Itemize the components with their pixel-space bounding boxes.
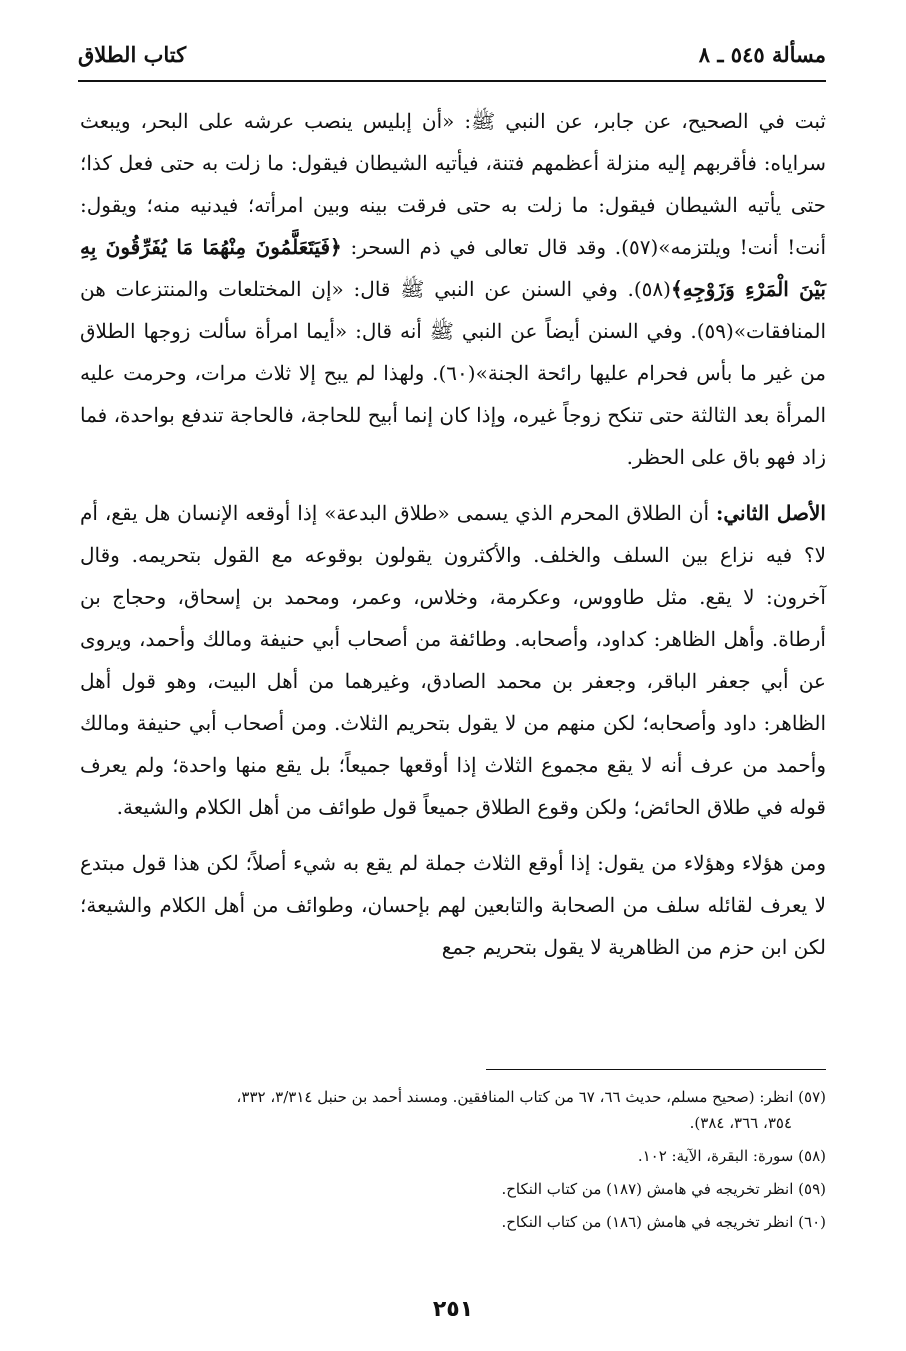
paragraph-2 (80, 492, 826, 828)
paragraph-3 (80, 842, 826, 968)
main-text (80, 100, 826, 968)
footnotes (80, 1084, 826, 1242)
running-header (78, 38, 826, 78)
paragraph-1-text: ثبت في الصحيح، عن جابر، عن النبي ﷺ: «أن إبليس ينصب عرشه على البحر، ويبعث سراياه: فأقربهم إليه منزلة أعظمهم فتنة، فيأتيه الشيطان فيقول: ما زلت به حتى فعل كذا؛ حتى يأتيه الشيطان فيقول: ما زلت به حتى فرقت بينه وبين امرأته؛ فيدنيه منه؛ ويقول: أنت! أنت! ويلتزمه»(٥٧). وقد قال تعالى في ذم السحر: (80, 109, 827, 259)
footnote-number: (٥٩) (798, 1180, 826, 1198)
footnote-number: (٥٧) (798, 1088, 826, 1106)
footnote-number: (٥٨) (798, 1147, 826, 1165)
section-heading: الأصل الثاني: (715, 501, 826, 525)
quran-verse: ﴿فَيَتَعَلَّمُونَ مِنْهُمَا مَا يُفَرِّقُونَ بِهِ بَيْنَ الْمَرْءِ وَزَوْجِهِ﴾ (80, 235, 826, 301)
footnote-text: سورة: البقرة، الآية: ١٠٢. (637, 1147, 794, 1165)
paragraph-1-continuation: (٥٨). وفي السنن عن النبي ﷺ قال: «إن المختلعات والمنتزعات هن المنافقات»(٥٩). وفي السنن أيضاً عن النبي ﷺ أنه قال: «أيما امرأة سألت زوجها الطلاق من غير ما بأس فحرام عليها رائحة الجنة»(٦٠). ولهذا لم يبح إلا ثلاث مرات، وحرمت عليه المرأة بعد الثالثة حتى تنكح زوجاً غيره، وإذا كان إنما أبيح للحاجة، فالحاجة تندفع بواحدة، فما زاد فهو باق على الحظر. (80, 277, 827, 469)
paragraph-1 (80, 100, 826, 478)
footnote-continuation: ٣٥٤، ٣٦٦، ٣٨٤). (689, 1114, 792, 1132)
paragraph-2-text: أن الطلاق المحرم الذي يسمى «طلاق البدعة» إذا أوقعه الإنسان هل يقع، أم لا؟ فيه نزاع بين السلف والخلف. والأكثرون يقولون بوقوعه مع القول بتحريمه. وقال آخرون: لا يقع. مثل طاووس، وعكرمة، وخلاس، وعمر، ومحمد بن إسحاق، وحجاج بن أرطاة. وأهل الظاهر: كداود، وأصحابه. وطائفة من أصحاب أبي حنيفة ومالك وأحمد، ويروى عن أبي جعفر الباقر، وجعفر بن محمد الصادق، وغيرهما من أهل البيت، وهو قول أهل الظاهر: داود وأصحابه؛ لكن منهم من لا يقول بتحريم الثلاث. ومن أصحاب أبي حنيفة ومالك وأحمد من عرف أنه لا يقع مجموع الثلاث إذا أوقعها جميعاً؛ بل يقع منها واحدة؛ ولم يعرف قوله في طلاق الحائض؛ ولكن وقوع الطلاق جميعاً قول طوائف من أهل الكلام والشيعة. (80, 501, 826, 819)
footnote-rule (486, 1069, 826, 1070)
header-rule (78, 80, 826, 82)
footnote-58 (80, 1143, 826, 1169)
footnote-text: انظر: (صحيح مسلم، حديث ٦٦، ٦٧ من كتاب المنافقين. ومسند أحمد بن حنبل ٣/٣١٤، ٣٣٢، (236, 1088, 794, 1106)
footnote-text: انظر تخريجه في هامش (١٨٦) من كتاب النكاح. (501, 1213, 794, 1231)
book-title: كتاب الطلاق (78, 42, 187, 67)
footnote-57 (80, 1084, 826, 1136)
issue-label: مسألة ٥٤٥ ـ ٨ (698, 42, 826, 67)
paragraph-3-text: ومن هؤلاء وهؤلاء من يقول: إذا أوقع الثلاث جملة لم يقع به شيء أصلاً؛ لكن هذا قول مبتدع لا يعرف لقائله سلف من الصحابة والتابعين لهم بإحسان، وطوائف من أهل الكلام والشيعة؛ لكن ابن حزم من الظاهرية لا يقول بتحريم جمع (80, 851, 827, 959)
footnote-60 (80, 1209, 826, 1235)
footnote-59 (80, 1176, 826, 1202)
footnote-text: انظر تخريجه في هامش (١٨٧) من كتاب النكاح. (501, 1180, 794, 1198)
page-number: ٢٥١ (432, 1297, 474, 1322)
footnote-number: (٦٠) (798, 1213, 826, 1231)
